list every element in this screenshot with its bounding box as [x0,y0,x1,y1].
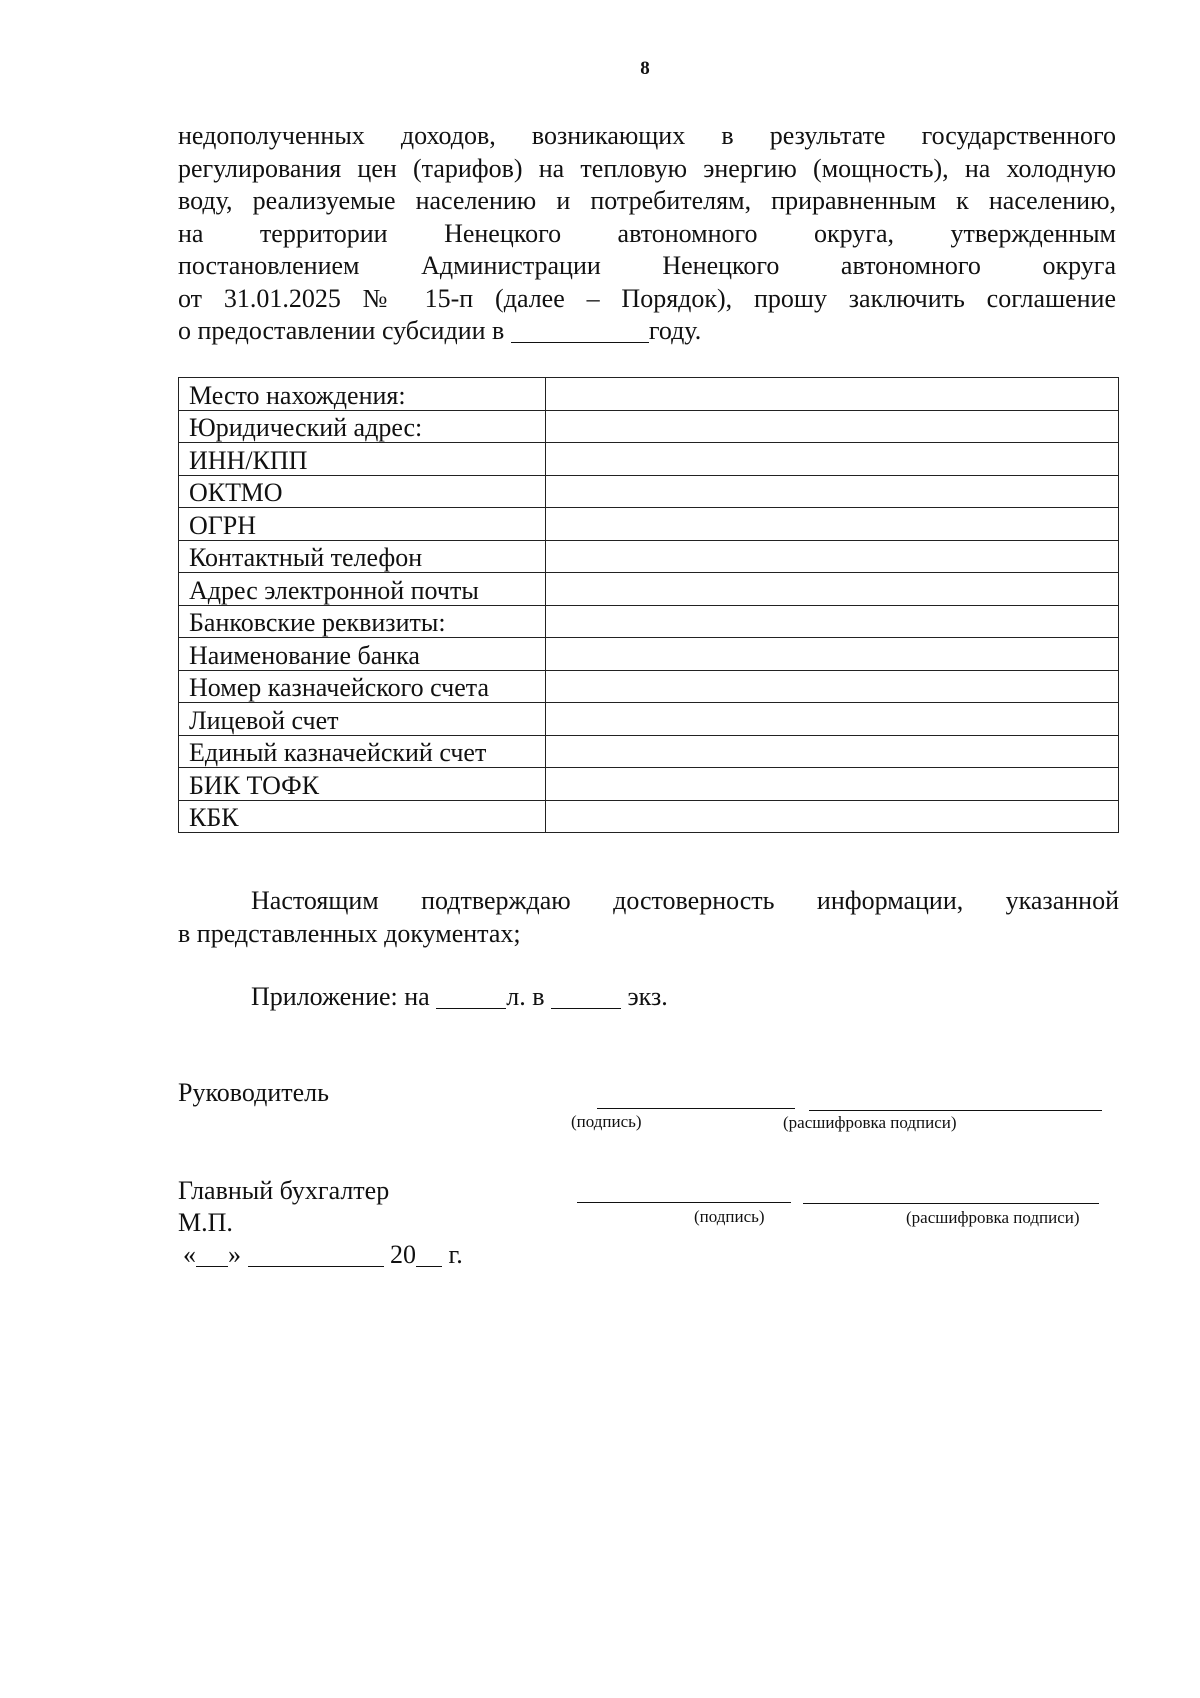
page-number: 8 [640,58,650,79]
head-signature-caption: (подпись) [571,1112,642,1131]
stamp-label: М.П. [178,1208,233,1237]
requisite-row [179,735,1119,768]
intro-line: на территории Ненецкого автономного округа, утвержденным [178,218,1116,248]
sheets-blank[interactable] [436,982,506,1009]
requisite-value[interactable] [546,670,1119,703]
requisite-label: ИНН/КПП [179,443,546,476]
requisite-label: Лицевой счет [179,703,546,736]
head-signature-line[interactable] [597,1108,795,1109]
requisite-label: Контактный телефон [179,540,546,573]
requisite-value[interactable] [546,638,1119,671]
attachment-suffix: экз. [621,982,668,1011]
requisite-label: Единый казначейский счет [179,735,546,768]
intro-paragraph [178,120,1116,348]
head-role: Руководитель [178,1078,329,1107]
requisite-row [179,605,1119,638]
date-year-prefix: 20 [390,1240,416,1269]
requisite-value[interactable] [546,540,1119,573]
requisite-value[interactable] [546,443,1119,476]
requisite-label: Адрес электронной почты [179,573,546,606]
requisite-label: Банковские реквизиты: [179,605,546,638]
month-blank[interactable] [248,1240,384,1267]
accountant-role: Главный бухгалтер [178,1176,390,1205]
date-close-quote: » [228,1240,241,1269]
requisite-value[interactable] [546,378,1119,411]
requisite-value[interactable] [546,410,1119,443]
intro-line: недополученных доходов, возникающих в результате государственного [178,121,1116,150]
confirmation-line: Настоящим подтверждаю достоверность информации, указанной [251,886,1119,915]
requisite-row [179,638,1119,671]
requisite-value[interactable] [546,508,1119,541]
requisite-value[interactable] [546,768,1119,801]
intro-line: воду, реализуемые населению и потребителям, приравненным к населению, [178,186,1116,215]
confirmation-paragraph [178,885,1119,950]
intro-line: постановлением Администрации Ненецкого автономного округа [178,251,1116,280]
copies-blank[interactable] [551,982,621,1009]
year-digits-blank[interactable] [416,1240,442,1267]
requisite-value[interactable] [546,573,1119,606]
requisite-label: КБК [179,800,546,833]
requisite-row [179,573,1119,606]
accountant-decoding-caption: (расшифровка подписи) [906,1208,1080,1227]
day-blank[interactable] [196,1240,228,1267]
intro-last-line [178,315,1116,348]
accountant-decoding-line[interactable] [803,1203,1099,1204]
requisite-value[interactable] [546,605,1119,638]
requisite-row [179,703,1119,736]
requisite-row [179,768,1119,801]
requisite-value[interactable] [546,475,1119,508]
requisite-label: Номер казначейского счета [179,670,546,703]
confirmation-line: в представленных документах; [178,918,521,948]
date-open-quote: « [183,1240,196,1269]
requisite-value[interactable] [546,735,1119,768]
requisites-table [178,377,1119,833]
requisite-row [179,410,1119,443]
intro-line: от 31.01.2025 № 15-п (далее – Порядок), прошу заключить соглашение [178,283,1116,313]
head-decoding-line[interactable] [809,1110,1102,1111]
requisite-label: Юридический адрес: [179,410,546,443]
requisite-label: ОГРН [179,508,546,541]
year-blank[interactable] [511,316,649,343]
requisite-label: Место нахождения: [179,378,546,411]
date-line [183,1240,463,1270]
attachment-line [251,982,668,1012]
requisite-row [179,670,1119,703]
requisite-row [179,540,1119,573]
date-year-suffix: г. [442,1240,463,1269]
requisite-row [179,800,1119,833]
intro-last-after: году. [648,316,702,345]
requisite-row [179,443,1119,476]
head-decoding-caption: (расшифровка подписи) [783,1113,957,1132]
requisite-label: БИК ТОФК [179,768,546,801]
requisite-row [179,475,1119,508]
requisite-row [179,508,1119,541]
requisite-value[interactable] [546,703,1119,736]
requisite-value[interactable] [546,800,1119,833]
accountant-signature-caption: (подпись) [694,1207,765,1226]
requisite-label: ОКТМО [179,475,546,508]
attachment-middle: л. в [506,982,551,1011]
requisite-row [179,378,1119,411]
attachment-prefix: Приложение: на [251,982,437,1011]
requisite-label: Наименование банка [179,638,546,671]
intro-last-before: о предоставлении субсидии в [178,316,511,345]
accountant-signature-line[interactable] [577,1202,791,1203]
intro-line: регулирования цен (тарифов) на тепловую энергию (мощность), на холодную [178,153,1116,183]
